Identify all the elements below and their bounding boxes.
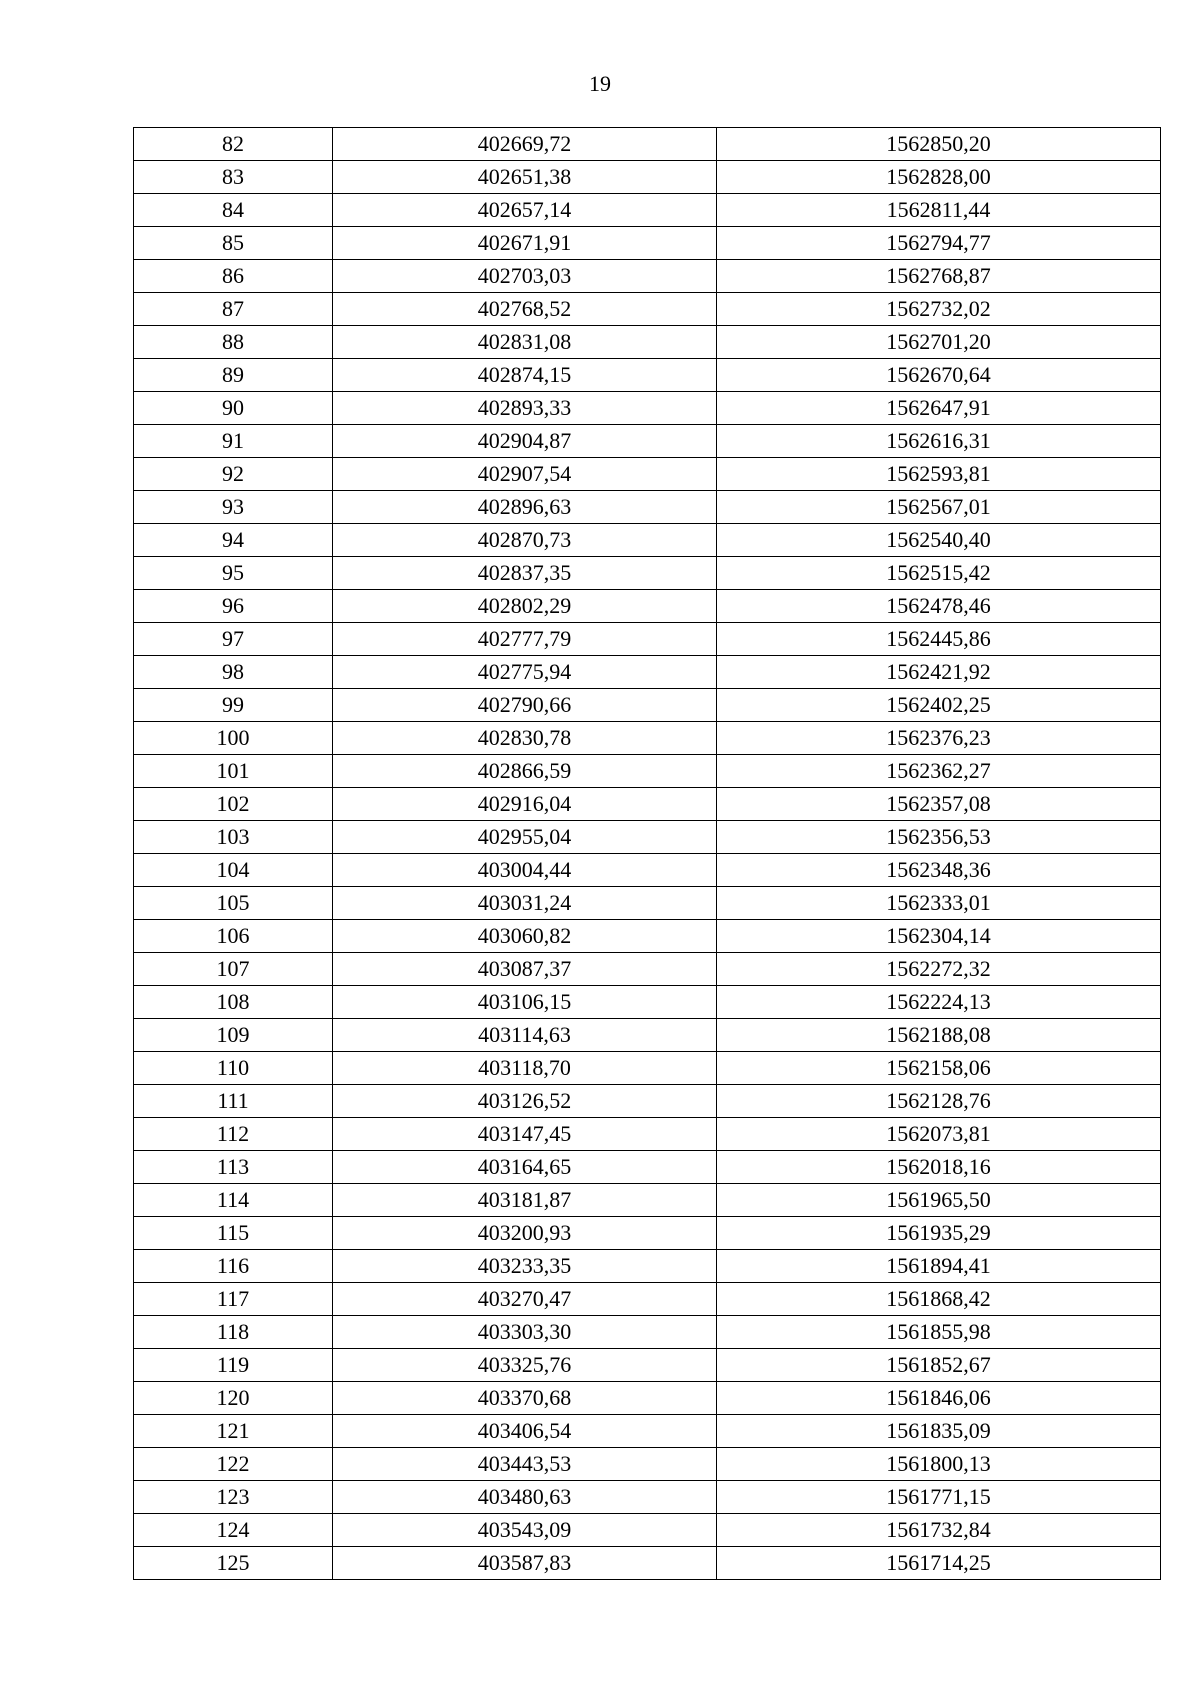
x-coordinate-cell: 403031,24: [333, 887, 717, 920]
x-coordinate-cell: 403303,30: [333, 1316, 717, 1349]
point-number-cell: 119: [134, 1349, 333, 1382]
y-coordinate-cell: 1562593,81: [717, 458, 1161, 491]
y-coordinate-cell: 1562828,00: [717, 161, 1161, 194]
x-coordinate-cell: 402703,03: [333, 260, 717, 293]
y-coordinate-cell: 1562128,76: [717, 1085, 1161, 1118]
table-row: [134, 260, 1161, 293]
point-number-cell: 101: [134, 755, 333, 788]
table-row: [134, 491, 1161, 524]
x-coordinate-cell: 403406,54: [333, 1415, 717, 1448]
point-number-cell: 115: [134, 1217, 333, 1250]
y-coordinate-cell: 1562073,81: [717, 1118, 1161, 1151]
table-row: [134, 1481, 1161, 1514]
x-coordinate-cell: 403325,76: [333, 1349, 717, 1382]
table-row: [134, 458, 1161, 491]
x-coordinate-cell: 403118,70: [333, 1052, 717, 1085]
x-coordinate-cell: 403587,83: [333, 1547, 717, 1580]
y-coordinate-cell: 1561868,42: [717, 1283, 1161, 1316]
y-coordinate-cell: 1561965,50: [717, 1184, 1161, 1217]
table-row: [134, 986, 1161, 1019]
x-coordinate-cell: 403114,63: [333, 1019, 717, 1052]
table-row: [134, 656, 1161, 689]
table-row: [134, 755, 1161, 788]
x-coordinate-cell: 403480,63: [333, 1481, 717, 1514]
table-row: [134, 1316, 1161, 1349]
x-coordinate-cell: 402904,87: [333, 425, 717, 458]
point-number-cell: 121: [134, 1415, 333, 1448]
x-coordinate-cell: 402837,35: [333, 557, 717, 590]
y-coordinate-cell: 1562768,87: [717, 260, 1161, 293]
y-coordinate-cell: 1562811,44: [717, 194, 1161, 227]
x-coordinate-cell: 402651,38: [333, 161, 717, 194]
point-number-cell: 82: [134, 128, 333, 161]
point-number-cell: 92: [134, 458, 333, 491]
y-coordinate-cell: 1561935,29: [717, 1217, 1161, 1250]
y-coordinate-cell: 1562478,46: [717, 590, 1161, 623]
x-coordinate-cell: 403270,47: [333, 1283, 717, 1316]
point-number-cell: 122: [134, 1448, 333, 1481]
coordinates-table: [133, 127, 1161, 1580]
x-coordinate-cell: 403126,52: [333, 1085, 717, 1118]
table-row: [134, 1118, 1161, 1151]
table-row: [134, 293, 1161, 326]
y-coordinate-cell: 1562356,53: [717, 821, 1161, 854]
y-coordinate-cell: 1562348,36: [717, 854, 1161, 887]
table-row: [134, 1349, 1161, 1382]
x-coordinate-cell: 403370,68: [333, 1382, 717, 1415]
point-number-cell: 85: [134, 227, 333, 260]
y-coordinate-cell: 1562018,16: [717, 1151, 1161, 1184]
point-number-cell: 112: [134, 1118, 333, 1151]
point-number-cell: 110: [134, 1052, 333, 1085]
table-row: [134, 1448, 1161, 1481]
point-number-cell: 125: [134, 1547, 333, 1580]
table-row: [134, 1217, 1161, 1250]
page-number: 19: [589, 71, 611, 96]
point-number-cell: 105: [134, 887, 333, 920]
point-number-cell: 103: [134, 821, 333, 854]
point-number-cell: 102: [134, 788, 333, 821]
table-row: [134, 953, 1161, 986]
table-row: [134, 1250, 1161, 1283]
x-coordinate-cell: 403233,35: [333, 1250, 717, 1283]
x-coordinate-cell: 402669,72: [333, 128, 717, 161]
point-number-cell: 109: [134, 1019, 333, 1052]
point-number-cell: 104: [134, 854, 333, 887]
x-coordinate-cell: 403147,45: [333, 1118, 717, 1151]
point-number-cell: 120: [134, 1382, 333, 1415]
y-coordinate-cell: 1561894,41: [717, 1250, 1161, 1283]
table-row: [134, 689, 1161, 722]
y-coordinate-cell: 1562421,92: [717, 656, 1161, 689]
y-coordinate-cell: 1562850,20: [717, 128, 1161, 161]
table-row: [134, 524, 1161, 557]
x-coordinate-cell: 402802,29: [333, 590, 717, 623]
y-coordinate-cell: 1561855,98: [717, 1316, 1161, 1349]
table-row: [134, 1151, 1161, 1184]
table-row: [134, 722, 1161, 755]
y-coordinate-cell: 1561732,84: [717, 1514, 1161, 1547]
point-number-cell: 100: [134, 722, 333, 755]
table-row: [134, 128, 1161, 161]
y-coordinate-cell: 1562616,31: [717, 425, 1161, 458]
point-number-cell: 117: [134, 1283, 333, 1316]
table-row: [134, 1547, 1161, 1580]
y-coordinate-cell: 1562402,25: [717, 689, 1161, 722]
table-row: [134, 821, 1161, 854]
y-coordinate-cell: 1562647,91: [717, 392, 1161, 425]
y-coordinate-cell: 1562376,23: [717, 722, 1161, 755]
table-row: [134, 854, 1161, 887]
y-coordinate-cell: 1562445,86: [717, 623, 1161, 656]
table-row: [134, 887, 1161, 920]
table-row: [134, 1019, 1161, 1052]
x-coordinate-cell: 402768,52: [333, 293, 717, 326]
y-coordinate-cell: 1562333,01: [717, 887, 1161, 920]
point-number-cell: 97: [134, 623, 333, 656]
point-number-cell: 99: [134, 689, 333, 722]
point-number-cell: 113: [134, 1151, 333, 1184]
x-coordinate-cell: 402874,15: [333, 359, 717, 392]
y-coordinate-cell: 1562732,02: [717, 293, 1161, 326]
y-coordinate-cell: 1561771,15: [717, 1481, 1161, 1514]
table-row: [134, 1283, 1161, 1316]
table-row: [134, 590, 1161, 623]
x-coordinate-cell: 402870,73: [333, 524, 717, 557]
table-row: [134, 557, 1161, 590]
x-coordinate-cell: 403060,82: [333, 920, 717, 953]
x-coordinate-cell: 402955,04: [333, 821, 717, 854]
y-coordinate-cell: 1561714,25: [717, 1547, 1161, 1580]
x-coordinate-cell: 402790,66: [333, 689, 717, 722]
table-row: [134, 1085, 1161, 1118]
point-number-cell: 87: [134, 293, 333, 326]
table-row: [134, 359, 1161, 392]
point-number-cell: 94: [134, 524, 333, 557]
x-coordinate-cell: 402830,78: [333, 722, 717, 755]
table-row: [134, 1382, 1161, 1415]
point-number-cell: 111: [134, 1085, 333, 1118]
y-coordinate-cell: 1562188,08: [717, 1019, 1161, 1052]
x-coordinate-cell: 403543,09: [333, 1514, 717, 1547]
y-coordinate-cell: 1562357,08: [717, 788, 1161, 821]
point-number-cell: 116: [134, 1250, 333, 1283]
y-coordinate-cell: 1562158,06: [717, 1052, 1161, 1085]
y-coordinate-cell: 1562701,20: [717, 326, 1161, 359]
y-coordinate-cell: 1562224,13: [717, 986, 1161, 1019]
x-coordinate-cell: 403443,53: [333, 1448, 717, 1481]
x-coordinate-cell: 402896,63: [333, 491, 717, 524]
point-number-cell: 108: [134, 986, 333, 1019]
x-coordinate-cell: 403106,15: [333, 986, 717, 1019]
table-row: [134, 194, 1161, 227]
x-coordinate-cell: 402831,08: [333, 326, 717, 359]
y-coordinate-cell: 1562540,40: [717, 524, 1161, 557]
y-coordinate-cell: 1561800,13: [717, 1448, 1161, 1481]
x-coordinate-cell: 402916,04: [333, 788, 717, 821]
point-number-cell: 114: [134, 1184, 333, 1217]
y-coordinate-cell: 1561852,67: [717, 1349, 1161, 1382]
point-number-cell: 90: [134, 392, 333, 425]
point-number-cell: 107: [134, 953, 333, 986]
point-number-cell: 88: [134, 326, 333, 359]
coordinates-table-body: [134, 128, 1161, 1580]
y-coordinate-cell: 1562794,77: [717, 227, 1161, 260]
point-number-cell: 93: [134, 491, 333, 524]
table-row: [134, 326, 1161, 359]
point-number-cell: 95: [134, 557, 333, 590]
point-number-cell: 124: [134, 1514, 333, 1547]
table-row: [134, 623, 1161, 656]
y-coordinate-cell: 1562567,01: [717, 491, 1161, 524]
x-coordinate-cell: 402893,33: [333, 392, 717, 425]
x-coordinate-cell: 402671,91: [333, 227, 717, 260]
x-coordinate-cell: 402657,14: [333, 194, 717, 227]
point-number-cell: 98: [134, 656, 333, 689]
x-coordinate-cell: 403181,87: [333, 1184, 717, 1217]
y-coordinate-cell: 1562362,27: [717, 755, 1161, 788]
y-coordinate-cell: 1562272,32: [717, 953, 1161, 986]
y-coordinate-cell: 1561835,09: [717, 1415, 1161, 1448]
x-coordinate-cell: 403087,37: [333, 953, 717, 986]
point-number-cell: 106: [134, 920, 333, 953]
x-coordinate-cell: 402777,79: [333, 623, 717, 656]
x-coordinate-cell: 403200,93: [333, 1217, 717, 1250]
y-coordinate-cell: 1562515,42: [717, 557, 1161, 590]
point-number-cell: 89: [134, 359, 333, 392]
table-row: [134, 161, 1161, 194]
table-row: [134, 788, 1161, 821]
y-coordinate-cell: 1562304,14: [717, 920, 1161, 953]
table-row: [134, 1052, 1161, 1085]
table-row: [134, 227, 1161, 260]
y-coordinate-cell: 1562670,64: [717, 359, 1161, 392]
point-number-cell: 123: [134, 1481, 333, 1514]
table-row: [134, 1415, 1161, 1448]
x-coordinate-cell: 402907,54: [333, 458, 717, 491]
table-row: [134, 1184, 1161, 1217]
x-coordinate-cell: 403004,44: [333, 854, 717, 887]
x-coordinate-cell: 403164,65: [333, 1151, 717, 1184]
point-number-cell: 83: [134, 161, 333, 194]
x-coordinate-cell: 402866,59: [333, 755, 717, 788]
point-number-cell: 118: [134, 1316, 333, 1349]
y-coordinate-cell: 1561846,06: [717, 1382, 1161, 1415]
table-row: [134, 1514, 1161, 1547]
table-row: [134, 425, 1161, 458]
point-number-cell: 96: [134, 590, 333, 623]
table-row: [134, 920, 1161, 953]
point-number-cell: 86: [134, 260, 333, 293]
table-row: [134, 392, 1161, 425]
x-coordinate-cell: 402775,94: [333, 656, 717, 689]
point-number-cell: 91: [134, 425, 333, 458]
point-number-cell: 84: [134, 194, 333, 227]
